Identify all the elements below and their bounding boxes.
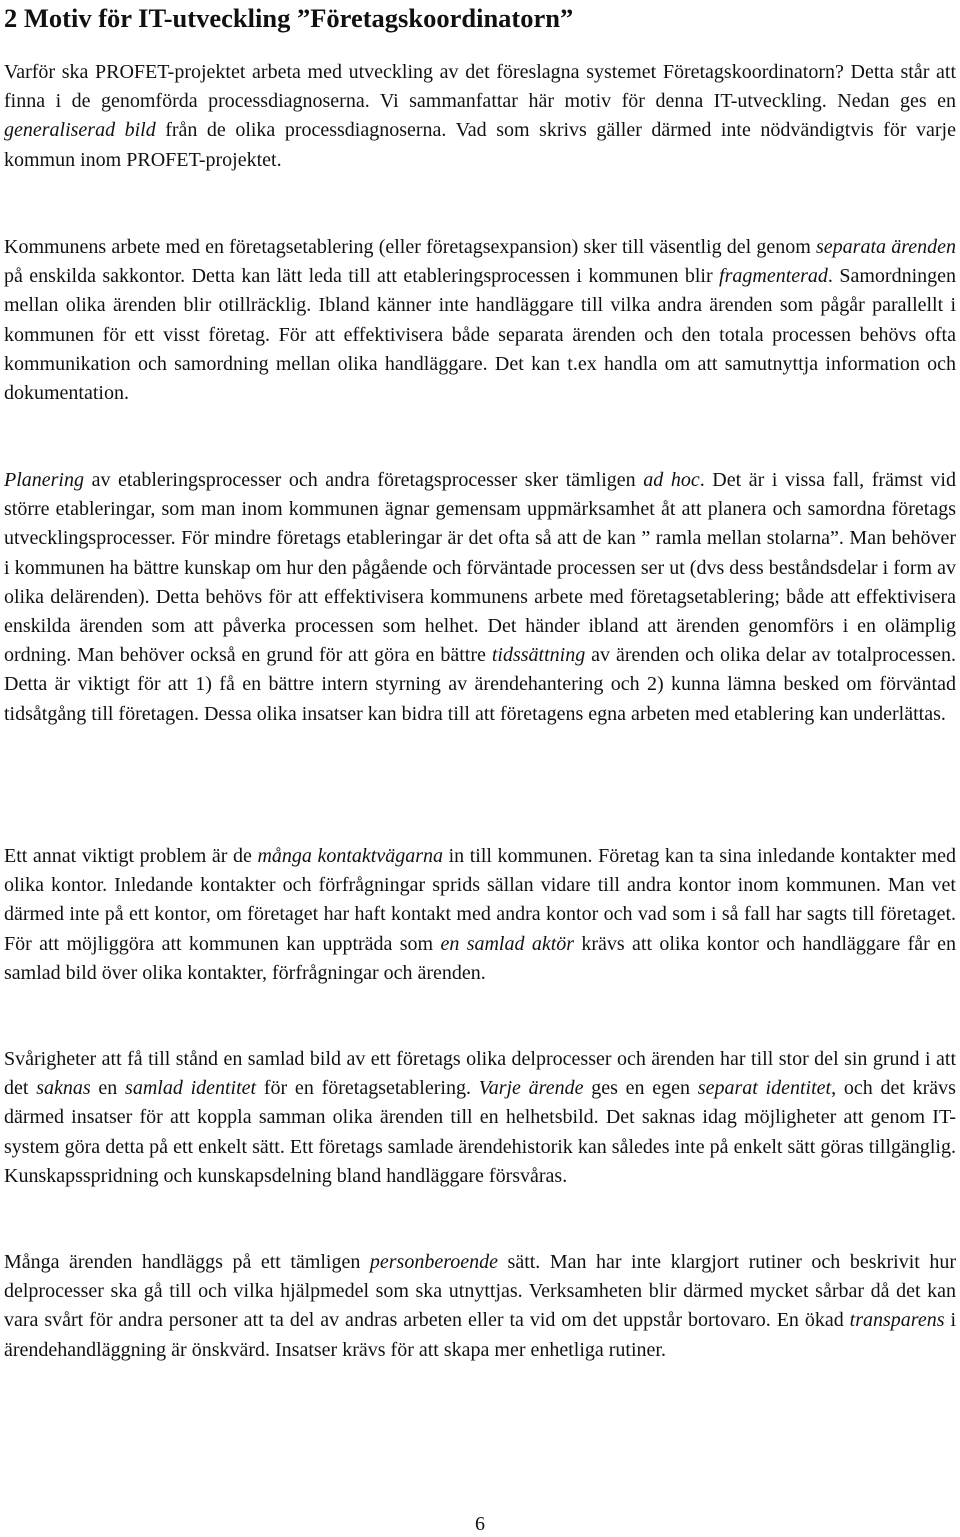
text-run: på enskilda sakkontor. Detta kan lätt leda till att etableringsprocessen i kommunen blir xyxy=(4,265,720,288)
text-run: Kommunens arbete med en företagsetablering (eller företagsexpansion) sker till väsentlig del genom xyxy=(4,236,817,258)
paragraph-personberoende xyxy=(4,1248,956,1365)
paragraph-separata-arenden xyxy=(4,233,956,408)
paragraph-samlad-identitet xyxy=(4,1045,956,1191)
text-run: . Samordningen mellan olika ärenden blir otillräcklig. Ibland känner inte handläggare till vilka andra ärenden som pågår parallellt i kommunen för ett visst företag. För att effektivisera både separata ärenden och den totala processen behövs ofta kommunikation och samordning mellan olika handläggare. Det kan t.ex handla om att samutnyttja information och dokumentation. xyxy=(4,265,956,405)
text-run: ges en egen xyxy=(583,1077,698,1100)
text-run: Ett annat viktigt problem är de xyxy=(4,845,258,867)
section-heading: 2 Motiv för IT-utveckling ”Företagskoordinatorn” xyxy=(4,3,574,33)
text-run: i ärendehandläggning är önskvärd. Insatser krävs för att skapa mer enhetliga rutiner. xyxy=(4,1309,956,1361)
text-run: krävs att olika kontor och handläggare får en samlad bild över olika kontakter, förfrågningar och ärenden. xyxy=(4,932,956,984)
paragraph-motiv-intro xyxy=(4,58,956,175)
text-run: Svårigheter att få till stånd en samlad bild av ett företags olika delprocesser och ärenden har till stor del sin grund i att det xyxy=(4,1048,956,1100)
italic-phrase: en samlad aktör xyxy=(440,932,575,955)
italic-phrase: många kontaktvägarna xyxy=(257,845,444,867)
italic-phrase: ad hoc xyxy=(643,469,700,491)
italic-phrase: fragmenterad xyxy=(719,265,828,288)
page-number: 6 xyxy=(475,1513,485,1535)
italic-phrase: samlad identitet xyxy=(125,1077,257,1100)
text-run: sätt. Man har inte klargjort rutiner och beskrivit hur delprocesser ska gå till och vilka hjälpmedel som ska utnyttjas. Verksamheten blir därmed mycket sårbar då det kan vara svårt för andra personer att ta del av andras arbeten eller ta vid om det uppstår bortovaro. En ökad xyxy=(4,1251,956,1332)
text-run: av etableringsprocesser och andra företagsprocesser sker tämligen xyxy=(84,469,644,491)
text-run: . Det är i vissa fall, främst vid större etableringar, som man inom kommunen ägnar gemensam uppmärksamhet åt att planera och samordna företags utvecklingsprocesser. För mindre företags etableringar är det ofta så att de kan ” ramla mellan stolarna”. Man behöver i kommunen ha bättre kunskap om hur den pågående och förväntade processen ser ut (dvs dess beståndsdelar i form av olika delärenden). Detta behövs för att effektivisera kommunens arbete med företagsetablering; både att effektivisera enskilda ärenden som att påverka processen som helhet. Det händer ibland att ärenden genomförs i en olämplig ordning. Man behöver också en grund för att göra en bättre xyxy=(4,469,956,667)
paragraph-kontaktvagarna xyxy=(4,842,956,988)
text-run: en xyxy=(90,1077,126,1100)
text-run: , och det krävs därmed insatser för att koppla samman olika ärenden till en helhetsbild. Det saknas idag möjligheter att genom IT-system göra detta på ett enkelt sätt. Ett företags samlade ärendehistorik kan således inte på enkelt sätt göras tillgänglig. Kunskapsspridning och kunskapsdelning bland handläggare försvåras. xyxy=(4,1077,956,1187)
text-run: från de olika processdiagnoserna. Vad som skrivs gäller därmed inte nödvändigtvis för varje kommun inom PROFET-projektet. xyxy=(4,119,956,171)
italic-phrase: generaliserad bild xyxy=(4,119,156,142)
text-run: in till kommunen. Företag kan ta sina inledande kontakter med olika kontor. Inledande kontakter och förfrågningar sprids sällan vidare till andra kontor inom kommunen. Man vet därmed inte på ett kontor, om företaget har haft kontakt med andra kontor och vad som i så fall har sagts till företaget. För att möjliggöra att kommunen kan uppträda som xyxy=(4,845,956,955)
italic-phrase: personberoende xyxy=(369,1251,499,1273)
italic-phrase: tidssättning xyxy=(491,644,586,667)
italic-phrase: Planering xyxy=(4,469,84,491)
italic-phrase: transparens xyxy=(849,1309,945,1332)
text-run: för en företagsetablering. xyxy=(256,1077,479,1100)
italic-phrase: Varje ärende xyxy=(478,1077,584,1100)
italic-phrase: separat identitet xyxy=(697,1077,832,1100)
italic-phrase: saknas xyxy=(36,1077,91,1100)
italic-phrase: separata ärenden xyxy=(816,236,957,258)
text-run: av ärenden och olika delar av totalprocessen. Detta är viktigt för att 1) få en bättre intern styrning av ärendehantering och 2) kunna lämna besked om förväntad tidsåtgång till företagen. Dessa olika insatser kan bidra till att företagens egna arbeten med etablering kan underlättas. xyxy=(4,644,956,725)
text-run: Många ärenden handläggs på ett tämligen xyxy=(4,1251,370,1273)
paragraph-planering xyxy=(4,466,956,729)
text-run: Varför ska PROFET-projektet arbeta med utveckling av det föreslagna systemet Företagskoordinatorn? Detta står att finna i de genomförda processdiagnoserna. Vi sammanfattar här motiv för denna IT-utveckling. Nedan ges en xyxy=(4,61,956,113)
